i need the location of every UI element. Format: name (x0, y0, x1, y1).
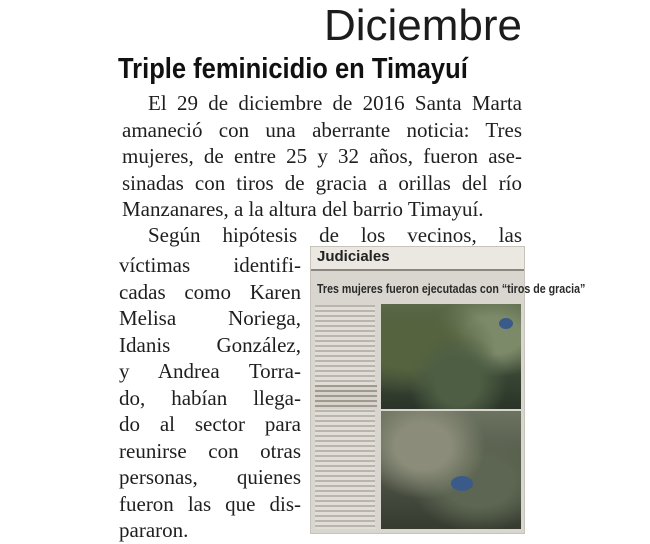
clipping-header-bar (311, 247, 524, 271)
clipping-photo-scene (381, 411, 521, 529)
article-headline: Triple feminicidio en Timayuí (118, 53, 468, 85)
article-paragraph-1 (122, 90, 522, 223)
text-line: do, habían llega- (119, 385, 301, 410)
text-line: víctimas identifi- (119, 253, 301, 277)
text-line: Manzanares, a la altura del barrio Timayuí. (122, 197, 484, 221)
clipping-photo-detail (499, 318, 513, 329)
clipping-caption (315, 385, 377, 409)
clipping-section-title: Judiciales (317, 248, 390, 265)
text-line: Melisa Noriega, (119, 306, 301, 330)
text-line: personas, quienes (119, 465, 301, 489)
text-line: y Andrea Torra- (119, 359, 301, 383)
text-line: mujeres, de entre 25 y 32 años, fueron ase- (122, 144, 522, 168)
clipping-headline: Tres mujeres fueron ejecutadas con “tiros de gracia” (317, 281, 586, 296)
text-line: Idanis González, (119, 332, 301, 357)
text-line: do al sector para (119, 412, 301, 436)
month-title: Diciembre (323, 1, 522, 50)
text-line: sinadas con tiros de gracia a orillas del río (122, 170, 522, 195)
text-line: fueron las que dis- (119, 491, 301, 516)
article-column (119, 252, 301, 544)
newspaper-clipping-photo (311, 247, 586, 533)
text-line: cadas como Karen (119, 279, 301, 304)
text-line: reunirse con otras (119, 438, 301, 463)
clipping-photo-riverbank (381, 304, 521, 409)
text-line: Según hipótesis de los vecinos, las (148, 223, 522, 247)
clipping-text-column (315, 305, 375, 529)
text-line: amaneció con una aberrante noticia: Tres (122, 117, 522, 142)
text-line: El 29 de diciembre de 2016 Santa Marta (148, 91, 522, 115)
clipping-photo-detail (451, 476, 473, 491)
article-paragraph-2-first-line (122, 222, 522, 249)
text-line: pararon. (119, 518, 189, 542)
